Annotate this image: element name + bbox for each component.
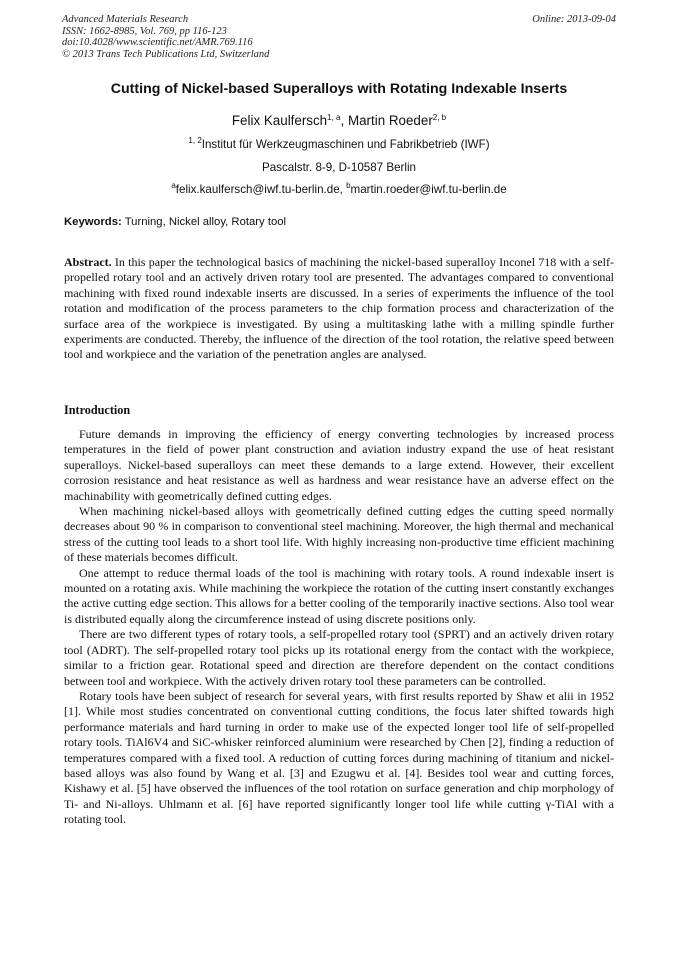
journal-name: Advanced Materials Research — [62, 14, 189, 25]
affiliation-superscript: 1, 2 — [188, 136, 202, 145]
journal-header — [62, 14, 618, 60]
body-paragraph: Rotary tools have been subject of research for several years, with first results reported by Shaw et alii in 1952 [1]. While most studies concentrated on conventional cutting conditions, the focus later shifted towards high performance materials and hard turning in order to make use of the expected longer tool life of self-propelled rotary tools. TiAl6V4 and SiC-whisker reinforced aluminium were researched by Chen [2], finding a reduction of temperatures compared with a fixed tool. A reduction of cutting forces during machining of titanium and nickel-based alloys was also found by Wang et al. [3] and Ezugwu et al. [4]. Besides tool wear and cutting forces, Kishawy et al. [5] have observed the influences of the tool rotation on surface generation and chip morphology of Ti- and Ni-alloys. Uhlmann et al. [6] have reported significantly longer tool life while cutting γ-TiAl with a rotating tool. — [64, 688, 614, 827]
body-paragraph: There are two different types of rotary tools, a self-propelled rotary tool (SPRT) and an actively driven rotary tool (ADRT). The self-propelled rotary tool picks up its rotational energy from the contact with the workpiece, similar to a friction gear. Rotational speed and direction are therefore dependent on the contact conditions between tool and workpiece. With the actively driven rotary tool these parameters can be controlled. — [64, 627, 614, 688]
copyright-line: © 2013 Trans Tech Publications Ltd, Switzerland — [62, 48, 270, 60]
keywords-line — [64, 216, 616, 228]
body-paragraph: When machining nickel-based alloys with geometrically defined cutting edges the cutting speed normally decreases about 90 % in comparison to conventional steel machining. Moreover, the high thermal and mechanical stress of the cutting tool leads to a short tool life. With highly increasing non-productive time efficient machining of these materials becomes difficult. — [64, 504, 614, 565]
author-separator: , — [340, 113, 348, 128]
doi-line: doi:10.4028/www.scientific.net/AMR.769.116 — [62, 37, 253, 49]
email-superscript: a — [171, 181, 176, 190]
author-name: Martin Roeder — [347, 113, 433, 128]
author-name: Felix Kaulfersch — [231, 113, 328, 128]
section-heading: Introduction — [64, 403, 131, 417]
author-line — [62, 113, 616, 128]
affiliation-name: Institut für Werkzeugmaschinen und Fabrikbetrieb (IWF) — [201, 138, 490, 151]
author-superscript: 1, a — [327, 113, 341, 122]
issn-line: ISSN: 1662-8985, Vol. 769, pp 116-123 — [62, 25, 227, 37]
address-line: Pascalstr. 8-9, D-10587 Berlin — [261, 161, 416, 174]
abstract-paragraph — [64, 255, 614, 363]
author-superscript: 2, b — [432, 113, 447, 122]
body-paragraph: One attempt to reduce thermal loads of the tool is machining with rotary tools. A round indexable insert is mounted on a rotating axis. While machining the workpiece the rotation of the cutting insert constantly exchanges the active cutting edge section. This allows for a better cooling of the temporarily inactive sections. Also tool wear is distributed equally along the circumference instead of using discrete positions only. — [64, 565, 614, 626]
abstract-text: In this paper the technological basics of machining the nickel-based superalloy Inconel 718 with a self-propelled rotary tool and an actively driven rotary tool are presented. The advantages compared to conventional machining with fixed round indexable inserts are discussed. In a series of experiments the influence of the tool rotation and modification of the process parameters to the chip formation process and characterization of the surface area of the workpiece is investigated. By using a multitasking lathe with a milling spindle further experiments are conducted. Thereby, the influence of the direction of the tool rotation, the relative speed between tool and workpiece and the variation of the penetration angles are analysed. — [64, 255, 614, 362]
email-link[interactable]: martin.roeder@iwf.tu-berlin.de — [350, 183, 507, 196]
paper-title: Cutting of Nickel-based Superalloys with Rotating Indexable Inserts — [110, 81, 568, 97]
abstract-label: Abstract. — [64, 255, 112, 269]
keywords-label: Keywords: — [64, 216, 122, 228]
email-superscript: b — [346, 181, 351, 190]
keywords-text: Turning, Nickel alloy, Rotary tool — [121, 216, 287, 228]
email-link[interactable]: felix.kaulfersch@iwf.tu-berlin.de, — [175, 183, 347, 196]
introduction-section — [64, 427, 614, 828]
email-line — [62, 183, 616, 196]
body-paragraph: Future demands in improving the efficiency of energy converting technologies by increased process temperatures in the field of power plant construction and aviation industry expand the use of heat resistant superalloys. Nickel-based superalloys can meet these demands to a large extend. However, their excellent corrosion resistance and heat resistance as well as hardness and wear resistance have an adverse effect on the machinability with geometrically defined cutting edges. — [64, 427, 614, 503]
affiliation-line — [62, 138, 616, 151]
abstract-section — [64, 255, 614, 363]
online-date: Online: 2013-09-04 — [532, 14, 616, 25]
